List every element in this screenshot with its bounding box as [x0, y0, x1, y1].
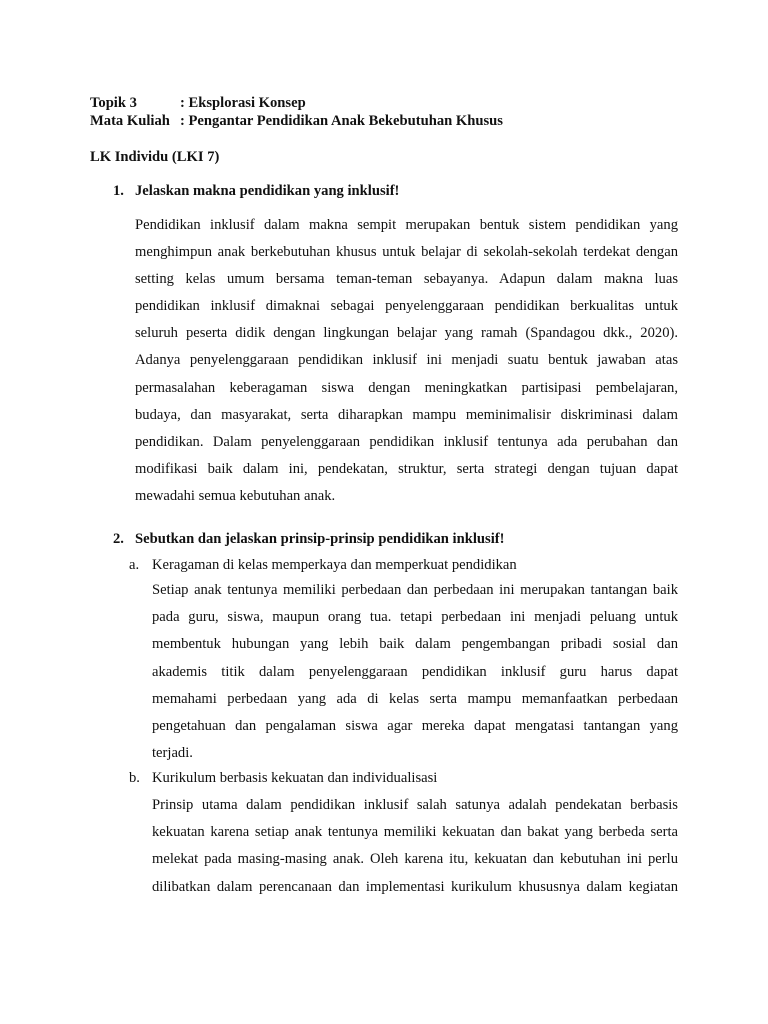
topic-value: : Eksplorasi Konsep [180, 95, 306, 111]
answer-line: modifikasi baik dalam ini, pendekatan, struktur, serta strategi dengan tujuan dapat [135, 460, 678, 477]
principle-line: dilibatkan dalam perencanaan dan implementasi kurikulum khususnya dalam kegiatan [152, 878, 678, 895]
principle-a-text [152, 577, 678, 767]
answer-line: seluruh peserta didik dengan lingkungan belajar yang ramah (Spandagou dkk., 2020). [135, 325, 678, 342]
answer-line: mewadahi semua kebutuhan anak. [135, 487, 336, 504]
principle-line: kekuatan karena setiap anak tentunya memiliki kekuatan dan bakat yang berbeda serta [152, 824, 678, 841]
answer-line: permasalahan keberagaman siswa dengan meningkatkan partisipasi pembelajaran, [135, 379, 678, 396]
answer-line: Adanya penyelenggaraan pendidikan inklusif ini menjadi suatu bentuk jawaban atas [135, 352, 678, 369]
topic-row [90, 94, 306, 112]
topic-label: Topik 3 [90, 95, 137, 111]
item-letter: a. [129, 557, 140, 573]
answer-line: budaya, dan masyarakat, serta diharapkan mampu meminimalisir diskriminasi dalam [135, 406, 678, 423]
course-value: : Pengantar Pendidikan Anak Bekebutuhan Khusus [180, 113, 503, 129]
principle-line: melekat pada masing-masing anak. Oleh karena itu, kekuatan dan kebutuhan ini perlu [152, 851, 678, 868]
question-2 [113, 531, 504, 548]
worksheet-title: LK Individu (LKI 7) [90, 149, 220, 165]
principle-line: Prinsip utama dalam pendidikan inklusif salah satunya adalah pendekatan berbasis [152, 797, 678, 813]
course-label: Mata Kuliah [90, 113, 170, 129]
answer-1 [135, 212, 678, 510]
principle-line: pengetahuan dan pengalaman siswa agar mereka dapat mengatasi tantangan yang [152, 718, 678, 735]
principle-a-heading [129, 557, 517, 574]
answer-line: setting kelas umum bersama teman-teman sebayanya. Adapun dalam makna luas [135, 271, 678, 288]
principle-line: akademis titik dalam penyelenggaraan pendidikan inklusif guru harus dapat [152, 663, 678, 680]
principle-line: terjadi. [152, 745, 193, 762]
principle-line: Setiap anak tentunya memiliki perbedaan dan perbedaan ini merupakan tantangan baik [152, 582, 678, 598]
course-row [90, 112, 503, 130]
answer-line: menghimpun anak berkebutuhan khusus untuk belajar di sekolah-sekolah terdekat dengan [135, 244, 678, 261]
question-number: 2. [113, 531, 124, 547]
item-title: Keragaman di kelas memperkaya dan memperkuat pendidikan [152, 557, 517, 573]
question-text: Sebutkan dan jelaskan prinsip-prinsip pendidikan inklusif! [135, 531, 505, 547]
answer-line: pendidikan. Dalam penyelenggaraan pendidikan inklusif tentunya ada perubahan dan [135, 433, 678, 450]
principle-line: memahami perbedaan yang ada di kelas serta mampu memanfaatkan perbedaan [152, 690, 678, 707]
answer-line: pendidikan inklusif dimaknai sebagai penyelenggaraan pendidikan berkualitas untuk [135, 298, 678, 315]
question-1 [113, 183, 399, 200]
question-number: 1. [113, 183, 124, 199]
principle-line: pada guru, siswa, maupun orang tua. tetapi perbedaan ini menjadi peluang untuk [152, 609, 678, 626]
question-text: Jelaskan makna pendidikan yang inklusif! [135, 183, 400, 199]
principle-b-heading [129, 770, 437, 787]
principle-line: membentuk hubungan yang lebih baik dalam pengembangan pribadi sosial dan [152, 636, 678, 653]
item-letter: b. [129, 770, 140, 786]
answer-line: Pendidikan inklusif dalam makna sempit merupakan bentuk sistem pendidikan yang [135, 217, 678, 233]
principle-b-text [152, 792, 678, 901]
item-title: Kurikulum berbasis kekuatan dan individualisasi [152, 770, 438, 786]
